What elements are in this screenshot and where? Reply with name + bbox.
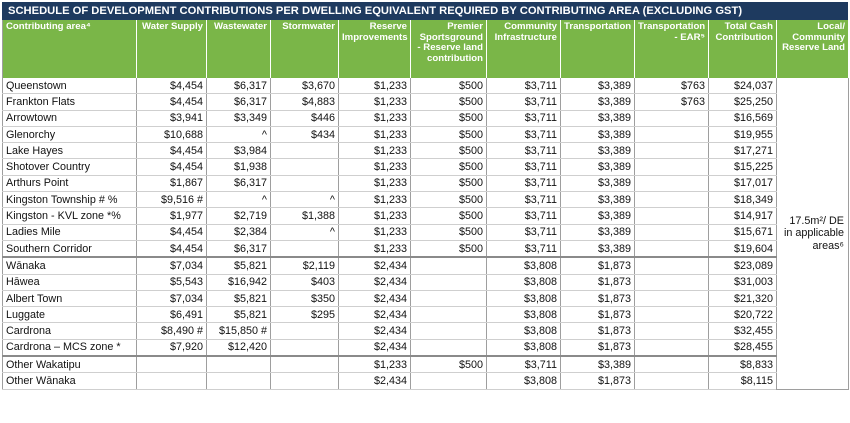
table-title: SCHEDULE OF DEVELOPMENT CONTRIBUTIONS PER DWELLING EQUIVALENT REQUIRED BY CONTRIBUTING AREA (EXCLUDING GST) [2,2,848,20]
cell-ear [635,356,709,373]
cell-water: $4,454 [137,240,207,257]
header-wastewater: Wastewater [207,20,271,78]
cell-total: $20,722 [709,307,777,323]
cell-wastewater: ^ [207,126,271,142]
cell-water: $9,516 # [137,192,207,208]
cell-transportation: $3,389 [561,356,635,373]
cell-stormwater: ^ [271,224,339,240]
table-row [3,257,849,274]
cell-wastewater: $5,821 [207,290,271,306]
cell-transportation: $3,389 [561,159,635,175]
cell-transportation: $3,389 [561,208,635,224]
cell-area: Glenorchy [3,126,137,142]
cell-premier [411,339,487,356]
cell-area: Other Wakatipu [3,356,137,373]
cell-area: Shotover Country [3,159,137,175]
cell-area: Wānaka [3,257,137,274]
cell-ear [635,175,709,191]
header-stormwater: Stormwater [271,20,339,78]
cell-total: $28,455 [709,339,777,356]
table-row [3,240,849,257]
header-community-infrastructure: Community Infrastructure [487,20,561,78]
cell-transportation: $3,389 [561,126,635,142]
cell-ear [635,290,709,306]
table-body [3,78,849,389]
cell-area: Ladies Mile [3,224,137,240]
cell-stormwater [271,373,339,389]
cell-community: $3,711 [487,159,561,175]
table-row [3,126,849,142]
cell-stormwater [271,339,339,356]
cell-total: $17,017 [709,175,777,191]
cell-reserve: $2,434 [339,323,411,339]
cell-wastewater: $2,384 [207,224,271,240]
cell-reserve: $1,233 [339,224,411,240]
cell-reserve: $1,233 [339,208,411,224]
cell-total: $24,037 [709,78,777,94]
table-row [3,224,849,240]
cell-premier: $500 [411,240,487,257]
cell-transportation: $1,873 [561,339,635,356]
cell-area: Southern Corridor [3,240,137,257]
header-reserve-improvements: Reserve Improvements [339,20,411,78]
cell-transportation: $3,389 [561,110,635,126]
cell-community: $3,711 [487,192,561,208]
cell-total: $14,917 [709,208,777,224]
cell-stormwater: $295 [271,307,339,323]
cell-premier [411,274,487,290]
table-row [3,110,849,126]
cell-premier [411,323,487,339]
cell-community: $3,711 [487,126,561,142]
cell-stormwater: $1,388 [271,208,339,224]
cell-reserve: $1,233 [339,192,411,208]
cell-reserve: $1,233 [339,78,411,94]
cell-transportation: $1,873 [561,290,635,306]
cell-wastewater: $6,317 [207,175,271,191]
header-water-supply: Water Supply [137,20,207,78]
cell-stormwater: $2,119 [271,257,339,274]
cell-premier: $500 [411,143,487,159]
cell-stormwater: ^ [271,192,339,208]
cell-total: $18,349 [709,192,777,208]
cell-premier: $500 [411,192,487,208]
cell-reserve: $1,233 [339,94,411,110]
cell-area: Queenstown [3,78,137,94]
cell-total: $15,225 [709,159,777,175]
cell-ear [635,159,709,175]
cell-wastewater: $15,850 # [207,323,271,339]
cell-transportation: $3,389 [561,192,635,208]
cell-wastewater: $5,821 [207,307,271,323]
table-row [3,78,849,94]
cell-wastewater: $2,719 [207,208,271,224]
cell-water: $1,977 [137,208,207,224]
cell-reserve: $2,434 [339,274,411,290]
cell-water: $6,491 [137,307,207,323]
cell-reserve: $1,233 [339,175,411,191]
cell-area: Kingston Township # % [3,192,137,208]
table-row [3,290,849,306]
cell-premier: $500 [411,159,487,175]
cell-water: $7,034 [137,257,207,274]
cell-area: Cardrona [3,323,137,339]
cell-wastewater: $16,942 [207,274,271,290]
cell-community: $3,808 [487,274,561,290]
cell-transportation: $3,389 [561,224,635,240]
contributions-table [2,20,849,390]
cell-community: $3,808 [487,339,561,356]
cell-ear [635,339,709,356]
cell-premier: $500 [411,175,487,191]
cell-community: $3,808 [487,307,561,323]
table-row [3,143,849,159]
cell-reserve: $2,434 [339,307,411,323]
header-total-cash: Total Cash Contribution [709,20,777,78]
cell-ear [635,224,709,240]
cell-water: $1,867 [137,175,207,191]
cell-reserve: $1,233 [339,240,411,257]
cell-stormwater: $434 [271,126,339,142]
cell-ear: $763 [635,94,709,110]
cell-wastewater: $5,821 [207,257,271,274]
cell-water: $7,920 [137,339,207,356]
cell-reserve: $2,434 [339,373,411,389]
header-transportation-ear: Transportation - EAR⁵ [635,20,709,78]
cell-ear [635,208,709,224]
cell-transportation: $1,873 [561,274,635,290]
cell-reserve: $2,434 [339,339,411,356]
cell-stormwater [271,240,339,257]
cell-area: Cardrona – MCS zone * [3,339,137,356]
cell-ear [635,323,709,339]
cell-area: Luggate [3,307,137,323]
cell-ear [635,307,709,323]
table-row [3,323,849,339]
cell-transportation: $3,389 [561,143,635,159]
cell-reserve: $1,233 [339,159,411,175]
cell-premier [411,290,487,306]
cell-area: Arrowtown [3,110,137,126]
header-row [3,20,849,78]
cell-premier: $500 [411,78,487,94]
table-row [3,159,849,175]
cell-wastewater: $6,317 [207,240,271,257]
table-row [3,339,849,356]
cell-area: Arthurs Point [3,175,137,191]
cell-reserve: $1,233 [339,126,411,142]
cell-premier [411,373,487,389]
cell-total: $25,250 [709,94,777,110]
cell-area: Hāwea [3,274,137,290]
cell-transportation: $3,389 [561,94,635,110]
cell-ear [635,192,709,208]
cell-ear: $763 [635,78,709,94]
cell-total: $31,003 [709,274,777,290]
cell-reserve: $2,434 [339,257,411,274]
cell-water: $8,490 # [137,323,207,339]
cell-premier: $500 [411,356,487,373]
cell-water: $3,941 [137,110,207,126]
cell-premier: $500 [411,224,487,240]
cell-stormwater [271,175,339,191]
table-row [3,192,849,208]
cell-ear [635,240,709,257]
cell-total: $19,955 [709,126,777,142]
cell-community: $3,711 [487,110,561,126]
cell-stormwater [271,356,339,373]
table-row [3,94,849,110]
cell-stormwater: $3,670 [271,78,339,94]
cell-total: $17,271 [709,143,777,159]
cell-wastewater: $1,938 [207,159,271,175]
cell-premier: $500 [411,94,487,110]
cell-community: $3,711 [487,224,561,240]
cell-wastewater [207,356,271,373]
cell-community: $3,808 [487,290,561,306]
table-row [3,356,849,373]
cell-wastewater: ^ [207,192,271,208]
cell-community: $3,711 [487,356,561,373]
contributions-schedule [2,2,848,390]
cell-area: Frankton Flats [3,94,137,110]
cell-water [137,356,207,373]
cell-area: Albert Town [3,290,137,306]
cell-community: $3,808 [487,323,561,339]
cell-area: Kingston - KVL zone *% [3,208,137,224]
table-row [3,307,849,323]
cell-water [137,373,207,389]
header-transportation: Transportation [561,20,635,78]
cell-wastewater [207,373,271,389]
cell-ear [635,373,709,389]
cell-wastewater: $6,317 [207,94,271,110]
cell-ear [635,126,709,142]
cell-transportation: $1,873 [561,307,635,323]
cell-premier: $500 [411,110,487,126]
cell-total: $15,671 [709,224,777,240]
cell-total: $8,115 [709,373,777,389]
cell-community: $3,711 [487,208,561,224]
cell-transportation: $1,873 [561,257,635,274]
cell-water: $4,454 [137,159,207,175]
cell-water: $5,543 [137,274,207,290]
cell-ear [635,110,709,126]
cell-wastewater: $3,984 [207,143,271,159]
cell-total: $32,455 [709,323,777,339]
cell-stormwater [271,143,339,159]
cell-ear [635,274,709,290]
cell-community: $3,711 [487,240,561,257]
header-local-reserve-land: Local/ Community Reserve Land [777,20,849,78]
cell-stormwater [271,159,339,175]
cell-total: $8,833 [709,356,777,373]
cell-community: $3,808 [487,373,561,389]
table-row [3,208,849,224]
cell-community: $3,711 [487,143,561,159]
cell-wastewater: $3,349 [207,110,271,126]
cell-transportation: $3,389 [561,240,635,257]
cell-total: $16,569 [709,110,777,126]
cell-community: $3,711 [487,175,561,191]
cell-transportation: $1,873 [561,323,635,339]
header-premier-sportsground: Premier Sportsground - Reserve land contribution [411,20,487,78]
cell-water: $4,454 [137,94,207,110]
cell-reserve: $2,434 [339,290,411,306]
cell-water: $4,454 [137,224,207,240]
cell-premier: $500 [411,208,487,224]
cell-area: Other Wānaka [3,373,137,389]
cell-water: $4,454 [137,143,207,159]
cell-stormwater [271,323,339,339]
cell-premier [411,307,487,323]
cell-total: $19,604 [709,240,777,257]
cell-local-reserve-land: 17.5m²/ DE in applicable areas⁶ [777,78,849,389]
cell-community: $3,711 [487,94,561,110]
cell-transportation: $3,389 [561,78,635,94]
cell-water: $10,688 [137,126,207,142]
cell-wastewater: $6,317 [207,78,271,94]
cell-premier [411,257,487,274]
cell-total: $21,320 [709,290,777,306]
header-contributing-area: Contributing area⁴ [3,20,137,78]
cell-total: $23,089 [709,257,777,274]
table-row [3,274,849,290]
cell-reserve: $1,233 [339,110,411,126]
cell-ear [635,143,709,159]
cell-area: Lake Hayes [3,143,137,159]
cell-reserve: $1,233 [339,356,411,373]
cell-stormwater: $446 [271,110,339,126]
cell-stormwater: $403 [271,274,339,290]
cell-transportation: $3,389 [561,175,635,191]
cell-water: $4,454 [137,78,207,94]
cell-stormwater: $4,883 [271,94,339,110]
cell-reserve: $1,233 [339,143,411,159]
table-row [3,175,849,191]
cell-transportation: $1,873 [561,373,635,389]
cell-community: $3,808 [487,257,561,274]
table-row [3,373,849,389]
cell-community: $3,711 [487,78,561,94]
cell-stormwater: $350 [271,290,339,306]
cell-wastewater: $12,420 [207,339,271,356]
cell-premier: $500 [411,126,487,142]
cell-ear [635,257,709,274]
cell-water: $7,034 [137,290,207,306]
